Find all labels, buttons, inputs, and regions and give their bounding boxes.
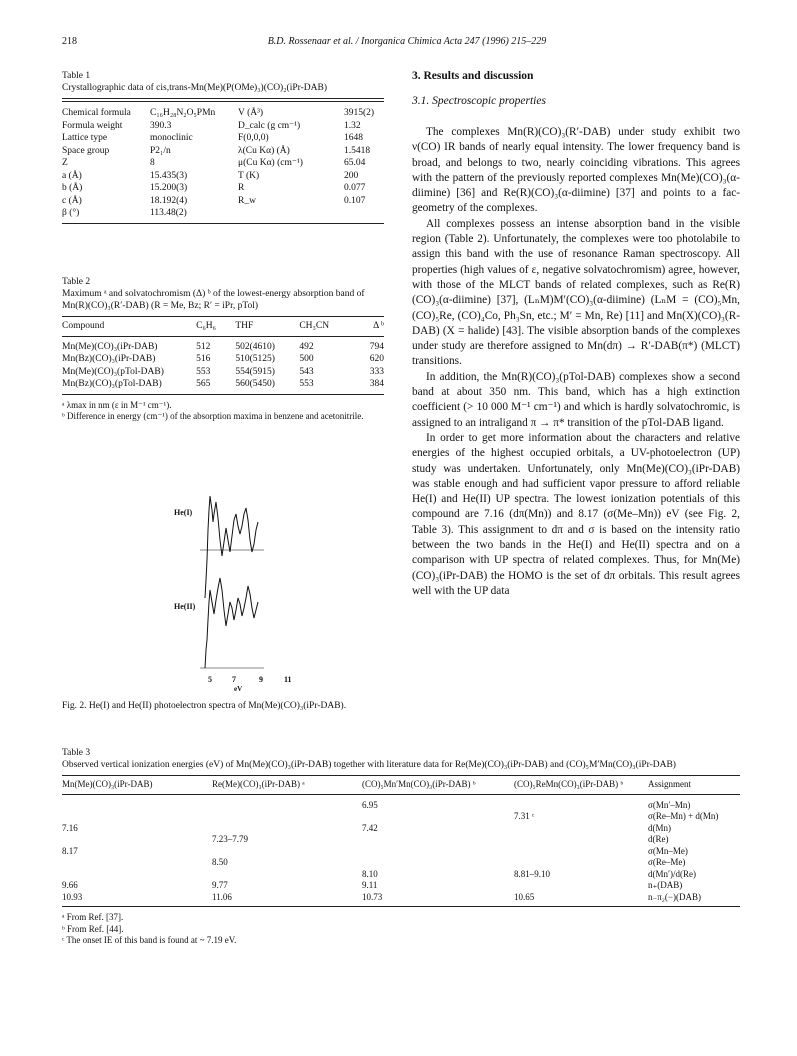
table-cell: 553 (196, 366, 211, 377)
table-cell: 333 (369, 366, 384, 377)
table-row (62, 800, 740, 812)
table-cell (212, 869, 362, 881)
right-column (412, 70, 740, 599)
table-cell: Δ ᵇ (373, 321, 384, 331)
table-cell: 9.66 (62, 880, 78, 890)
table-cell: C₁₆H₂₈N₂O₅PMn (150, 108, 216, 118)
table-cell (62, 869, 212, 881)
table-cell: 8.17 (62, 845, 78, 856)
table-cell (514, 880, 648, 892)
table-row (62, 341, 384, 354)
table-cell: λ(Cu Kα) (Å) (238, 145, 290, 156)
table-1-label: Table 1 (62, 71, 91, 81)
table-cell: 8.81–9.10 (514, 868, 550, 879)
table-cell: Mn(Me)(CO)₃(iPr-DAB) (62, 779, 153, 789)
table-cell: (CO)₅Mn′Mn(CO)₃(iPr-DAB) ᵇ (362, 779, 476, 789)
table-cell (62, 811, 212, 823)
table-2-footnote-a: ᵃ λmax in nm (ε in M⁻¹ cm⁻¹). (62, 399, 172, 410)
table-cell: P2₁/n (150, 145, 171, 156)
table-cell (212, 846, 362, 858)
table-cell: T (K) (238, 170, 260, 181)
table-3-caption: Observed vertical ionization energies (eV) of Mn(Me)(CO)₃(iPr-DAB) together with literature data for Re(Me)(CO)₃(iPr-DAB) and (CO)₅M′Mn(CO)₃(iPr-DAB) (62, 760, 676, 770)
paragraph: In order to get more information about the characters and relative energies of the highest occupied orbitals, a UV-photoelectron (UP) study was undertaken. Unfortunately, only Mn(Me)(CO)₃(iPr-DAB) was stable enough and had sufficient vapor pressure to afford reliable He(I) and He(II) UP spectra. The lowest ionization potentials of this compound are 7.16 (dπ(Mn)) and 8.17 (σ(Me–Mn)) eV (see Fig. 2, Table 3). This assignment to dπ and σ is based on the intensity ratio between the two bands in the He(I) and He(II) spectra and on a comparison with UP spectra of related complexes. Thus, for Mn(Me)(CO)₃(iPr-DAB) the HOMO is the set of dπ orbitals. This result agrees well with the UP data (412, 431, 740, 597)
table-cell (62, 800, 212, 812)
table-row (62, 157, 384, 170)
table-3-footnote-c: ᶜ The onset IE of this band is found at ~ 7.19 eV. (62, 935, 237, 945)
table-cell: Mn(Bz)(CO)₃(iPr-DAB) (62, 354, 156, 364)
table-cell (362, 834, 514, 846)
table-cell: THF (235, 321, 254, 331)
table-cell: 200 (344, 170, 359, 181)
table-cell: 11.06 (212, 891, 232, 902)
table-cell (238, 207, 344, 220)
table-cell: 0.107 (344, 195, 366, 206)
table-row (62, 834, 740, 846)
table-cell: Mn(Me)(CO)₃(pTol-DAB) (62, 366, 164, 377)
table-cell: 502(4610) (235, 341, 275, 352)
table-3-body (62, 800, 740, 904)
table-row (62, 120, 384, 133)
table-row (62, 846, 740, 858)
table-cell: d(Re) (648, 834, 669, 844)
table-cell: 1648 (344, 133, 363, 143)
table-cell (62, 834, 212, 846)
table-cell (362, 811, 514, 823)
page-number: 218 (62, 36, 77, 47)
table-cell: 10.73 (362, 891, 383, 902)
table-cell: 10.93 (62, 891, 83, 902)
table-row (62, 353, 384, 366)
table-cell: R (238, 183, 245, 193)
paragraph: The complexes Mn(R)(CO)₃(R′-DAB) under study exhibit two ν(CO) IR bands of nearly equal intensity. The lower frequency band is broad, and belongs to two, nearly coinciding vibrations. This agrees with the pattern of the previously reported complexes Mn(Me)(CO)₃(α-diimine) [36] and Re(R)(CO)₃(α-diimine) [37] and points to a fac-geometry of the complexes. (412, 126, 740, 215)
tick-label: 9 (259, 675, 263, 684)
table-cell: σ(Re–Me) (648, 857, 686, 867)
tick-label: 5 (208, 675, 212, 684)
table-cell: 512 (196, 341, 211, 352)
table-cell: CH₃CN (299, 321, 330, 331)
table-cell: 113.48(2) (150, 208, 187, 218)
table-cell: 553 (299, 379, 314, 389)
table-row (62, 811, 740, 823)
table-cell: 794 (369, 341, 384, 352)
table-cell: 0.077 (344, 183, 366, 193)
table-cell: 7.31 ᶜ (514, 811, 535, 821)
he1-label: He(I) (174, 508, 193, 517)
table-cell: 8 (150, 158, 155, 168)
table-3-footnote-a: ᵃ From Ref. [37]. (62, 912, 124, 922)
table-cell (514, 823, 648, 835)
paragraph: All complexes possess an intense absorption band in the visible region (Table 2). Unfortunately, the complexes were too photolabile to assign this band with the use of resonance Raman spectroscopy. All properties (high values of ε, negative solvatochromism) agree, however, with those of the MLCT bands of related complexes, such as Re(R)(CO)₃(α-diimine) [37], (LₙM)M′(CO)₃(α-diimine) (LₙM = (CO)₅Mn, (CO)₅Re, (CO)₄Co, Ph₃Sn, etc.; M′ = Mn, Re) [11] and Mn(X)(CO)₃(R-DAB) (X = halide) [43]. The visible absorption bands of the complexes under study are therefore assigned to Mn(dπ) → R′-DAB(π*) (MLCT) transitions. (412, 217, 740, 368)
tick-label: 11 (284, 675, 292, 684)
table-2-header (62, 320, 384, 333)
table-cell: C₆H₆ (196, 321, 216, 331)
table-cell: β (°) (62, 208, 80, 218)
table-3-footnote-b: ᵇ From Ref. [44]. (62, 923, 124, 934)
table-cell (362, 857, 514, 869)
table-cell: 8.10 (362, 868, 378, 879)
table-row (62, 195, 384, 208)
table-cell: monoclinic (150, 133, 193, 143)
table-cell: 500 (299, 354, 314, 364)
section-heading: 3. Results and discussion (412, 70, 534, 82)
table-cell (212, 811, 362, 823)
pe-spectra-plot (160, 490, 310, 675)
subsection-heading: 3.1. Spectroscopic properties (412, 95, 546, 107)
x-axis-label: eV (234, 685, 243, 693)
table-cell: 560(5450) (235, 379, 275, 389)
table-2-label: Table 2 (62, 277, 91, 287)
table-cell: 18.192(4) (150, 195, 188, 206)
he1-spectrum-trace (205, 496, 258, 598)
table-row (62, 132, 384, 145)
table-3-label: Table 3 (62, 748, 91, 758)
table-cell: 8.50 (212, 857, 228, 867)
table-cell: 516 (196, 354, 211, 364)
table-cell: Chemical formula (62, 108, 131, 118)
table-row (62, 182, 384, 195)
table-cell: σ(Mn′–Mn) (648, 799, 691, 810)
table-cell: 384 (369, 379, 384, 389)
table-row (62, 366, 384, 379)
table-cell: Formula weight (62, 120, 123, 131)
table-cell: 1.5418 (344, 145, 371, 156)
table-1 (62, 70, 384, 224)
table-row (62, 378, 384, 391)
table-cell: b (Å) (62, 183, 83, 193)
table-1-body (62, 107, 384, 220)
table-cell: 7.16 (62, 822, 78, 833)
he2-spectrum-trace (205, 578, 258, 668)
figure-2-spectra (160, 490, 310, 675)
table-cell: Z (62, 158, 68, 168)
table-row (62, 170, 384, 183)
table-cell: V (Å³) (238, 108, 264, 118)
table-1-caption: Crystallographic data of cis,trans-Mn(Me)(P(OMe)₃)(CO)₂(iPr-DAB) (62, 83, 327, 93)
figure-2-caption: Fig. 2. He(I) and He(II) photoelectron spectra of Mn(Me)(CO)₃(iPr-DAB). (62, 701, 347, 711)
table-cell: d(Mn) (648, 822, 671, 833)
table-cell: σ(Re–Mn) + d(Mn) (648, 811, 719, 821)
table-cell: 543 (299, 366, 314, 377)
table-cell (212, 800, 362, 812)
table-row (62, 869, 740, 881)
table-cell: D_calc (g cm⁻¹) (238, 120, 301, 131)
table-2-body (62, 341, 384, 391)
table-cell: 7.42 (362, 822, 378, 833)
table-cell: 3915(2) (344, 108, 375, 118)
table-cell: 1.32 (344, 120, 361, 131)
table-cell: Mn(Bz)(CO)₃(pTol-DAB) (62, 379, 162, 389)
table-cell: Lattice type (62, 133, 108, 143)
table-cell: 510(5125) (235, 354, 275, 364)
table-cell: a (Å) (62, 170, 82, 181)
table-cell: 9.77 (212, 880, 228, 890)
table-row (62, 880, 740, 892)
table-cell: 10.65 (514, 891, 535, 902)
table-cell: μ(Cu Kα) (cm⁻¹) (238, 158, 303, 168)
table-cell: σ(Mn–Me) (648, 845, 688, 856)
table-cell (62, 857, 212, 869)
table-cell: 390.3 (150, 120, 172, 131)
table-cell: 620 (369, 354, 384, 364)
table-cell (362, 846, 514, 858)
table-3 (62, 747, 740, 947)
table-cell: Space group (62, 145, 110, 156)
table-cell (514, 857, 648, 869)
running-title: B.D. Rossenaar et al. / Inorganica Chimica Acta 247 (1996) 215–229 (267, 36, 547, 47)
he2-label: He(II) (174, 602, 196, 611)
table-cell: Mn(Me)(CO)₃(iPr-DAB) (62, 341, 158, 352)
table-row (62, 823, 740, 835)
table-row (62, 107, 384, 120)
table-cell (212, 823, 362, 835)
table-cell: n₋π₂(−)(DAB) (648, 891, 701, 902)
table-cell: c (Å) (62, 195, 82, 206)
table-cell: Compound (62, 321, 105, 331)
table-cell: 6.95 (362, 799, 378, 810)
table-3-header (62, 779, 740, 791)
table-cell: 65.04 (344, 158, 366, 168)
table-row (62, 857, 740, 869)
body-text (412, 125, 740, 599)
table-cell: F(0,0,0) (238, 133, 269, 143)
table-cell: Re(Me)(CO)₃(iPr-DAB) ᵃ (212, 779, 305, 789)
paragraph: In addition, the Mn(R)(CO)₃(pTol-DAB) complexes show a second band at about 350 nm. This band, which has a high extinction coefficient (> 10 000 M⁻¹ cm⁻¹) and which is hardly solvatochromic, is assigned to an intraligand π → π* transition of the pTol-DAB ligand. (412, 370, 740, 429)
table-cell (514, 834, 648, 846)
table-cell: R_w (238, 195, 256, 206)
table-row (62, 892, 740, 904)
table-cell: n₊(DAB) (648, 880, 683, 890)
table-cell: 7.23–7.79 (212, 834, 248, 844)
table-cell: 15.200(3) (150, 183, 188, 193)
table-2 (62, 276, 384, 423)
table-row (62, 207, 384, 220)
table-cell (344, 207, 384, 220)
table-cell: Assignment (648, 779, 692, 789)
table-cell: 15.435(3) (150, 170, 188, 181)
table-2-caption: Maximum ᵃ and solvatochromism (Δ) ᵇ of the lowest-energy absorption band of Mn(R)(CO)₃(R′-DAB) (R = Me, Bz; R′ = iPr, pTol) (62, 289, 365, 311)
table-cell (514, 846, 648, 858)
table-cell: (CO)₅ReMn(CO)₃(iPr-DAB) ᵇ (514, 779, 624, 789)
table-row (62, 145, 384, 158)
table-2-footnote-b: ᵇ Difference in energy (cm⁻¹) of the absorption maxima in benzene and acetonitrile. (62, 411, 364, 421)
tick-label: 7 (232, 675, 236, 684)
table-cell (514, 800, 648, 812)
table-cell: 554(5915) (235, 366, 275, 377)
table-cell: 9.11 (362, 880, 378, 890)
table-cell: 565 (196, 379, 211, 389)
table-cell: d(Mn′)/d(Re) (648, 868, 696, 879)
table-cell: 492 (299, 341, 314, 352)
